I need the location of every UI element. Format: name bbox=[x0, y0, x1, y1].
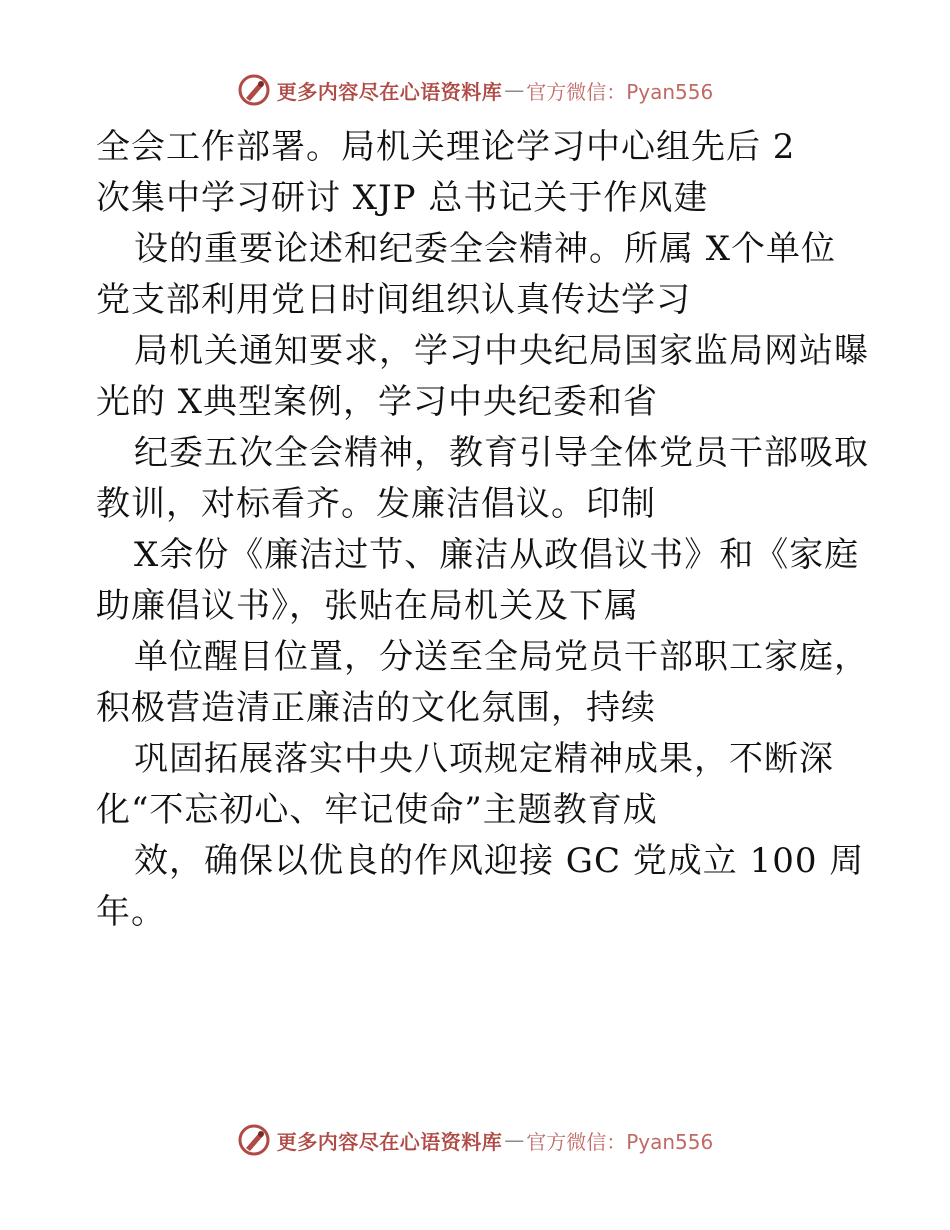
text-line: 局机关通知要求，学习中央纪局国家监局网站曝 bbox=[134, 331, 869, 371]
footer-watermark bbox=[0, 1120, 950, 1160]
pen-logo-icon bbox=[237, 1123, 271, 1157]
watermark-separator: — bbox=[504, 1128, 525, 1152]
header-watermark bbox=[0, 70, 950, 110]
text-line: 党支部利用党日时间组织认真传达学习 bbox=[96, 280, 691, 320]
watermark-account-text: 官方微信：Pyan556 bbox=[526, 1129, 714, 1154]
document-body bbox=[96, 122, 869, 938]
text-line: X余份《廉洁过节、廉洁从政倡议书》和《家庭 bbox=[134, 535, 860, 575]
text-line: 全会工作部署。局机关理论学习中心组先后 2 bbox=[96, 127, 796, 167]
text-line: 单位醒目位置，分送至全局党员干部职工家庭， bbox=[134, 637, 869, 677]
pen-logo-icon bbox=[237, 73, 271, 107]
text-line: 纪委五次全会精神，教育引导全体党员干部吸取 bbox=[134, 433, 869, 473]
watermark-account-text: 官方微信：Pyan556 bbox=[526, 79, 714, 104]
text-line: 巩固拓展落实中央八项规定精神成果，不断深 bbox=[134, 739, 834, 779]
text-line: 光的 X典型案例，学习中央纪委和省 bbox=[96, 382, 659, 422]
watermark-site-text: 更多内容尽在心语资料库 bbox=[276, 1129, 503, 1154]
text-line: 设的重要论述和纪委全会精神。所属 X个单位 bbox=[134, 229, 837, 269]
text-line: 教训，对标看齐。发廉洁倡议。印制 bbox=[96, 484, 656, 524]
text-line: 年。 bbox=[96, 892, 166, 932]
text-line: 效，确保以优良的作风迎接 GC 党成立 100 周 bbox=[134, 841, 865, 881]
text-line: 积极营造清正廉洁的文化氛围，持续 bbox=[96, 688, 656, 728]
text-line: 次集中学习研讨 XJP 总书记关于作风建 bbox=[96, 178, 709, 218]
watermark-separator: — bbox=[504, 78, 525, 102]
watermark-site-text: 更多内容尽在心语资料库 bbox=[276, 79, 503, 104]
text-line: 助廉倡议书》，张贴在局机关及下属 bbox=[96, 586, 639, 626]
text-line: 化“不忘初心、牢记使命”主题教育成 bbox=[96, 790, 658, 830]
